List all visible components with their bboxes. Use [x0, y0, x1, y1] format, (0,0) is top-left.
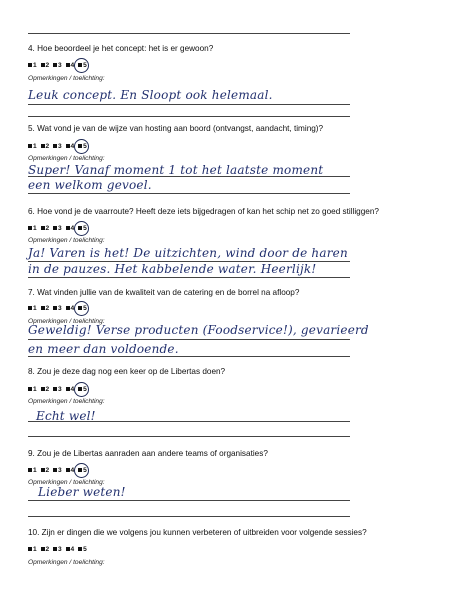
handwritten-comment: Ja! Varen is het! De uitzichten, wind door de haren — [28, 246, 348, 260]
comment-line — [28, 116, 350, 117]
comment-label: Opmerkingen / toelichting: — [28, 479, 105, 486]
handwritten-comment: Geweldig! Verse producten (Foodservice!), gevarieerd — [28, 323, 369, 337]
comment-label: Opmerkingen / toelichting: — [28, 559, 105, 566]
comment-line — [28, 339, 350, 340]
comment-label: Opmerkingen / toelichting: — [28, 318, 105, 325]
comment-line — [28, 277, 350, 278]
selected-circle-mark — [74, 463, 89, 478]
rating-scale-q5[interactable]: 1 2 3 4 5 — [28, 143, 89, 155]
question-9: 9. Zou je de Libertas aanraden aan andere teams of organisaties? — [28, 449, 268, 458]
rating-scale-q9[interactable]: 1 2 3 4 5 — [28, 467, 89, 479]
comment-line — [28, 104, 350, 105]
comment-line — [28, 516, 350, 517]
rating-scale-q10[interactable]: 1 2 3 4 5 — [28, 546, 89, 558]
comment-label: Opmerkingen / toelichting: — [28, 398, 105, 405]
handwritten-comment: en meer dan voldoende. — [28, 342, 179, 356]
comment-line — [28, 176, 350, 177]
handwritten-comment: Lieber weten! — [38, 485, 126, 499]
handwritten-comment: een welkom gevoel. — [28, 178, 152, 192]
rating-scale-q7[interactable]: 1 2 3 4 5 — [28, 305, 89, 317]
comment-line — [28, 421, 350, 422]
selected-circle-mark — [74, 221, 89, 236]
selected-circle-mark — [74, 58, 89, 73]
handwritten-comment: in de pauzes. Het kabbelende water. Heerlijk! — [28, 262, 317, 276]
question-8: 8. Zou je deze dag nog een keer op de Libertas doen? — [28, 367, 226, 376]
question-7: 7. Wat vinden jullie van de kwaliteit van de catering en de borrel na afloop? — [28, 288, 300, 297]
comment-line — [28, 500, 350, 501]
selected-circle-mark — [74, 139, 89, 154]
comment-line — [28, 261, 350, 262]
comment-label: Opmerkingen / toelichting: — [28, 155, 105, 162]
divider-line — [28, 33, 350, 34]
question-4: 4. Hoe beoordeel je het concept: het is er gewoon? — [28, 44, 214, 53]
comment-line — [28, 436, 350, 437]
comment-label: Opmerkingen / toelichting: — [28, 237, 105, 244]
comment-line — [28, 193, 350, 194]
comment-label: Opmerkingen / toelichting: — [28, 75, 105, 82]
selected-circle-mark — [74, 382, 89, 397]
rating-scale-q8[interactable]: 1 2 3 4 5 — [28, 386, 89, 398]
question-5: 5. Wat vond je van de wijze van hosting aan boord (ontvangst, aandacht, timing)? — [28, 124, 324, 133]
selected-circle-mark — [74, 301, 89, 316]
rating-scale-q6[interactable]: 1 2 3 4 5 — [28, 225, 89, 237]
handwritten-comment: Echt wel! — [36, 409, 96, 423]
handwritten-comment: Super! Vanaf moment 1 tot het laatste moment — [28, 163, 324, 177]
question-6: 6. Hoe vond je de vaarroute? Heeft deze iets bijgedragen of kan het schip net zo goed stilliggen? — [28, 207, 379, 216]
question-10: 10. Zijn er dingen die we volgens jou kunnen verbeteren of uitbreiden voor volgende sessies? — [28, 528, 367, 537]
comment-line — [28, 356, 350, 357]
rating-scale-q4[interactable]: 1 2 3 4 5 — [28, 62, 89, 74]
handwritten-comment: Leuk concept. En Sloopt ook helemaal. — [28, 88, 273, 102]
